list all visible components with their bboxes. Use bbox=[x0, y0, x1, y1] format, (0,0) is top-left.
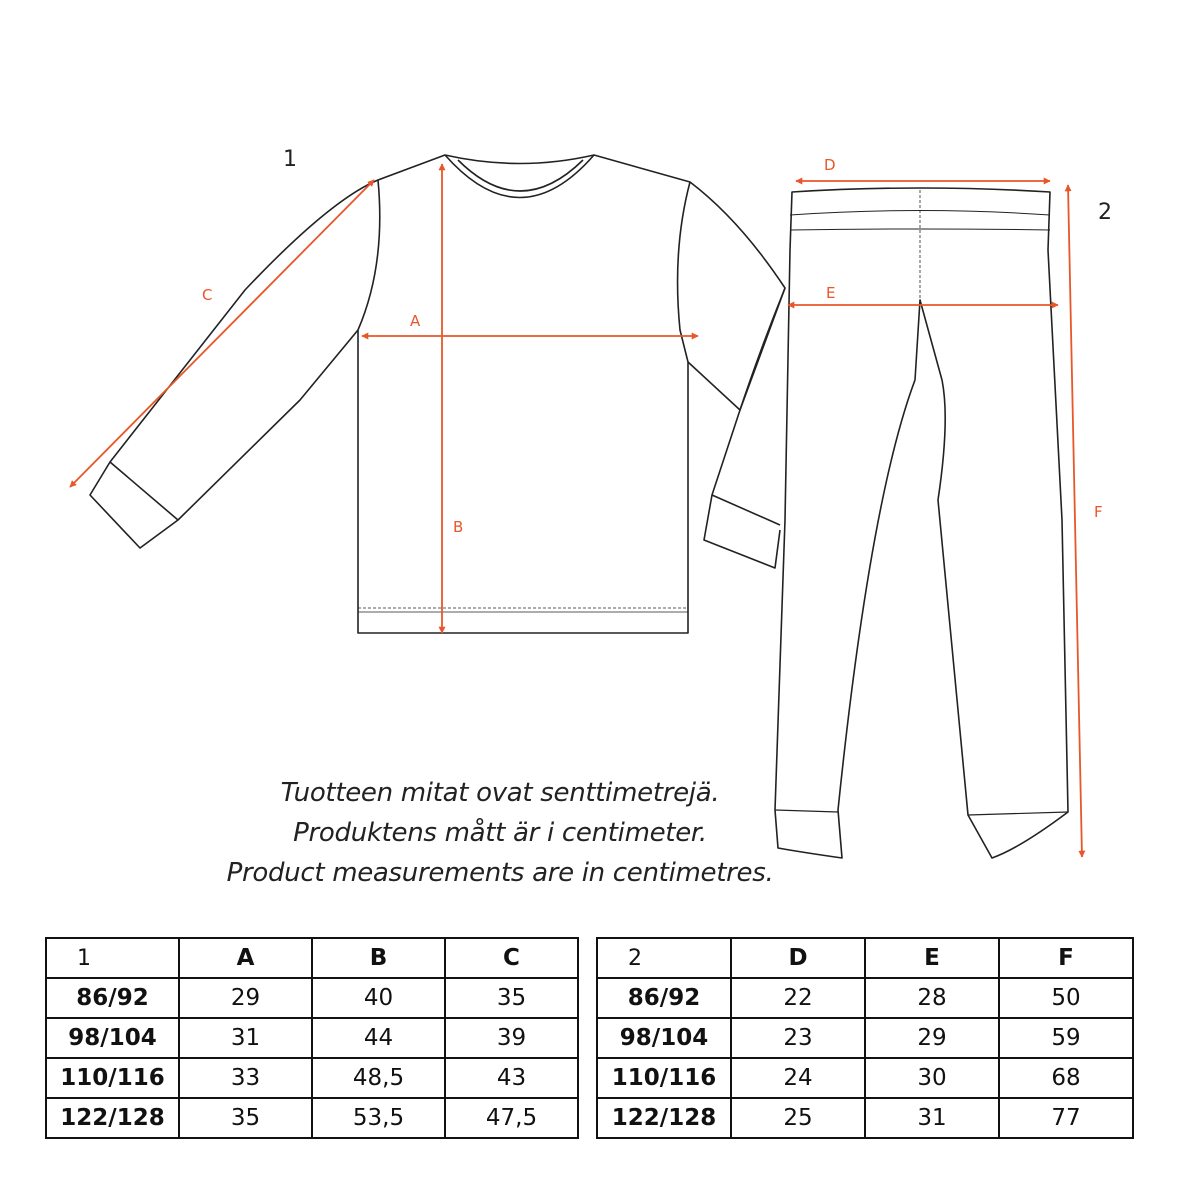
column-header: C bbox=[445, 938, 578, 978]
label-D: D bbox=[824, 156, 836, 174]
pants-left-cuff bbox=[775, 810, 838, 812]
value-cell: 31 bbox=[865, 1098, 999, 1138]
value-cell: 50 bbox=[999, 978, 1133, 1018]
table-row bbox=[46, 1018, 578, 1058]
shirt-neck-rib bbox=[458, 160, 583, 191]
value-cell: 43 bbox=[445, 1058, 578, 1098]
shirt-left-cuff-line bbox=[110, 462, 178, 520]
table-row bbox=[46, 978, 578, 1018]
measurement-arrows bbox=[70, 164, 1082, 857]
table-header-row bbox=[597, 938, 1133, 978]
table-row bbox=[597, 1098, 1133, 1138]
arrow-C bbox=[70, 180, 374, 487]
value-cell: 47,5 bbox=[445, 1098, 578, 1138]
shirt-drawing bbox=[90, 155, 785, 633]
table-number-cell: 2 bbox=[597, 938, 731, 978]
pants-right-cuff bbox=[968, 812, 1068, 815]
value-cell: 48,5 bbox=[312, 1058, 445, 1098]
shirt-right-cuff-line bbox=[712, 495, 780, 525]
value-cell: 23 bbox=[731, 1018, 865, 1058]
value-cell: 22 bbox=[731, 978, 865, 1018]
value-cell: 77 bbox=[999, 1098, 1133, 1138]
table-number-cell: 1 bbox=[46, 938, 179, 978]
size-cell: 122/128 bbox=[46, 1098, 179, 1138]
table-row bbox=[597, 978, 1133, 1018]
value-cell: 53,5 bbox=[312, 1098, 445, 1138]
size-cell: 86/92 bbox=[46, 978, 179, 1018]
shirt-body-outline bbox=[358, 155, 690, 633]
size-cell: 122/128 bbox=[597, 1098, 731, 1138]
label-E: E bbox=[826, 284, 836, 302]
value-cell: 35 bbox=[179, 1098, 312, 1138]
value-cell: 35 bbox=[445, 978, 578, 1018]
pants-outline bbox=[775, 188, 1068, 858]
value-cell: 68 bbox=[999, 1058, 1133, 1098]
note-finnish: Tuotteen mitat ovat senttimetrejä. bbox=[280, 778, 720, 808]
note-english: Product measurements are in centimetres. bbox=[226, 858, 774, 888]
column-header: D bbox=[731, 938, 865, 978]
label-B: B bbox=[453, 518, 464, 536]
pants-number-label: 2 bbox=[1098, 200, 1112, 225]
shirt-number-label: 1 bbox=[283, 147, 297, 172]
size-cell: 110/116 bbox=[46, 1058, 179, 1098]
shirt-right-sleeve-lower bbox=[704, 288, 785, 568]
value-cell: 29 bbox=[865, 1018, 999, 1058]
label-A: A bbox=[410, 312, 421, 330]
value-cell: 33 bbox=[179, 1058, 312, 1098]
value-cell: 39 bbox=[445, 1018, 578, 1058]
arrow-F bbox=[1068, 185, 1082, 857]
table-row bbox=[46, 1098, 578, 1138]
shirt-size-table bbox=[45, 937, 579, 1139]
value-cell: 40 bbox=[312, 978, 445, 1018]
value-cell: 59 bbox=[999, 1018, 1133, 1058]
shirt-right-sleeve bbox=[688, 182, 785, 410]
column-header: E bbox=[865, 938, 999, 978]
value-cell: 29 bbox=[179, 978, 312, 1018]
size-cell: 110/116 bbox=[597, 1058, 731, 1098]
pants-drawing bbox=[775, 188, 1068, 858]
value-cell: 28 bbox=[865, 978, 999, 1018]
table-row bbox=[46, 1058, 578, 1098]
value-cell: 25 bbox=[731, 1098, 865, 1138]
label-C: C bbox=[202, 286, 213, 304]
column-header: F bbox=[999, 938, 1133, 978]
size-cell: 98/104 bbox=[597, 1018, 731, 1058]
size-cell: 86/92 bbox=[597, 978, 731, 1018]
label-F: F bbox=[1094, 503, 1103, 521]
note-swedish: Produktens mått är i centimeter. bbox=[293, 818, 707, 848]
table-row bbox=[597, 1018, 1133, 1058]
table-row bbox=[597, 1058, 1133, 1098]
column-header: B bbox=[312, 938, 445, 978]
size-cell: 98/104 bbox=[46, 1018, 179, 1058]
table-header-row bbox=[46, 938, 578, 978]
value-cell: 44 bbox=[312, 1018, 445, 1058]
pants-size-table bbox=[596, 937, 1134, 1139]
value-cell: 24 bbox=[731, 1058, 865, 1098]
pants-waistband-2 bbox=[790, 229, 1050, 230]
column-header: A bbox=[179, 938, 312, 978]
value-cell: 30 bbox=[865, 1058, 999, 1098]
shirt-left-sleeve bbox=[90, 180, 378, 548]
value-cell: 31 bbox=[179, 1018, 312, 1058]
